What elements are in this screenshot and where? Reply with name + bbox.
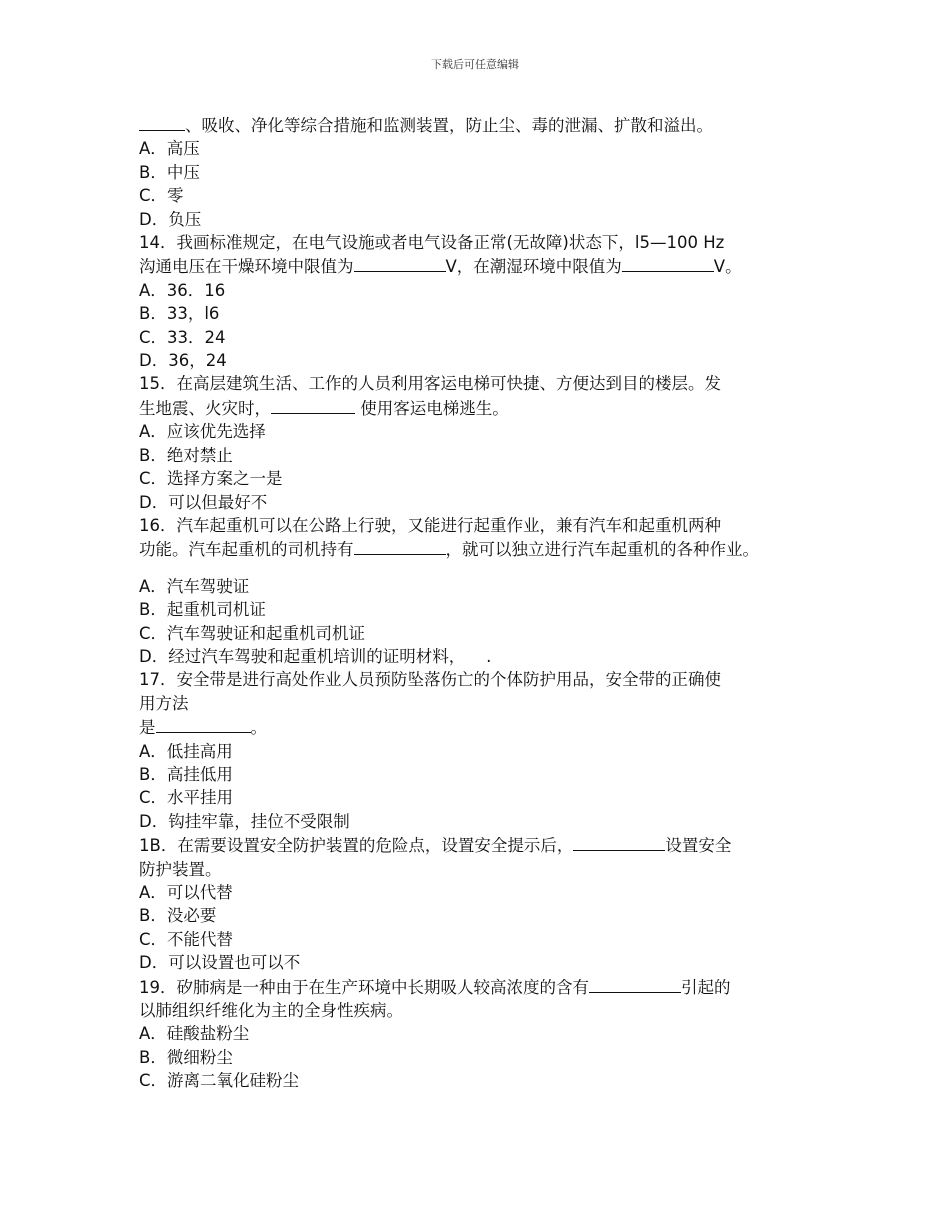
q18-option-a: A．可以代替 (139, 883, 233, 902)
q17-stem-line1: 17．安全带是进行高处作业人员预防坠落伤亡的个体防护用品，安全带的正确使 (139, 670, 721, 690)
q13-option-d: D．负压 (139, 209, 202, 229)
q13-stem-line1: 、吸收、净化等综合措施和监测装置，防止尘、毒的泄漏、扩散和溢出。 (139, 113, 839, 137)
q19-stem-line1: 19．矽肺病是一种由于在生产环境中长期吸人较高浓度的含有 引起的 (139, 975, 839, 999)
q14-option-a: A．36．16 (139, 280, 226, 300)
q16-stem-line2: 功能。汽车起重机的司机持有 ，就可以独立进行汽车起重机的各种作业。 (139, 537, 839, 561)
q18-stem-line1: 1B．在需要设置安全防护装置的危险点，设置安全提示后， 设置安全 (139, 833, 839, 857)
q16-option-c: C．汽车驾驶证和起重机司机证 (139, 623, 366, 643)
q19-stem-line2: 以肺组织纤维化为主的全身性疾病。 (139, 1001, 403, 1021)
q13-option-c: C．零 (139, 186, 184, 206)
q17-option-a: A．低挂高用 (139, 741, 233, 761)
q18-option-d: D．可以设置也可以不 (139, 953, 301, 973)
q17-option-d: D．钩挂牢靠，挂位不受限制 (139, 811, 350, 831)
answer-blank (589, 975, 681, 993)
q15-stem-line1: 15．在高层建筑生活、工作的人员利用客运电梯可快捷、方便达到目的楼层。发 (139, 374, 721, 394)
page-header: 下载后可任意编辑 (431, 58, 519, 71)
q14-stem-line1: 14．我画标准规定，在电气设施或者电气设备正常(无故障)状态下，l5—100 Hz (139, 233, 725, 253)
q18-option-b: B．没必要 (139, 906, 217, 926)
q17-stem-line3: 是 。 (139, 715, 839, 739)
q14-option-b: B．33，l6 (139, 304, 220, 324)
q17-option-c: C．水平挂用 (139, 788, 234, 808)
q15-option-d: D．可以但最好不 (139, 492, 268, 512)
q15-option-b: B．绝对禁止 (139, 445, 233, 465)
q16-option-a: A．汽车驾驶证 (139, 576, 250, 596)
q15-option-c: C．选择方案之一是 (139, 469, 283, 489)
paragraph-gap (139, 562, 839, 575)
q17-stem-line2: 用方法 (139, 693, 189, 713)
q16-stem-line1: 16．汽车起重机可以在公路上行驶，又能进行起重作业，兼有汽车和起重机两种 (139, 515, 721, 535)
q15-option-a: A．应该优先选择 (139, 422, 266, 442)
q19-option-a: A．硅酸盐粉尘 (139, 1024, 250, 1044)
q19-option-b: B．微细粉尘 (139, 1047, 233, 1067)
answer-blank (573, 833, 665, 851)
q14-stem-line2: 沟通电压在干燥环境中限值为 V，在潮湿环境中限值为 V。 (139, 254, 839, 278)
q18-stem-line2: 防护装置。 (139, 859, 222, 879)
q19-option-c: C．游离二氧化硅粉尘 (139, 1071, 300, 1091)
q18-option-c: C．不能代替 (139, 929, 234, 949)
q17-option-b: B．高挂低用 (139, 764, 233, 784)
answer-blank (271, 396, 355, 414)
answer-blank (156, 715, 251, 733)
answer-blank (622, 254, 714, 272)
answer-blank (354, 537, 446, 555)
q13-option-a: A．高压 (139, 139, 200, 159)
q15-stem-line2: 生地震、火灾时， 使用客运电梯逃生。 (139, 396, 839, 420)
q13-option-b: B．中压 (139, 162, 200, 182)
answer-blank (139, 113, 185, 131)
q16-option-d: D．经过汽车驾驶和起重机培训的证明材料， . (139, 646, 492, 666)
q14-option-c: C．33．24 (139, 327, 226, 347)
document-body (139, 113, 839, 1093)
q16-option-b: B．起重机司机证 (139, 600, 266, 620)
q14-option-d: D．36，24 (139, 351, 227, 371)
answer-blank (354, 254, 446, 272)
